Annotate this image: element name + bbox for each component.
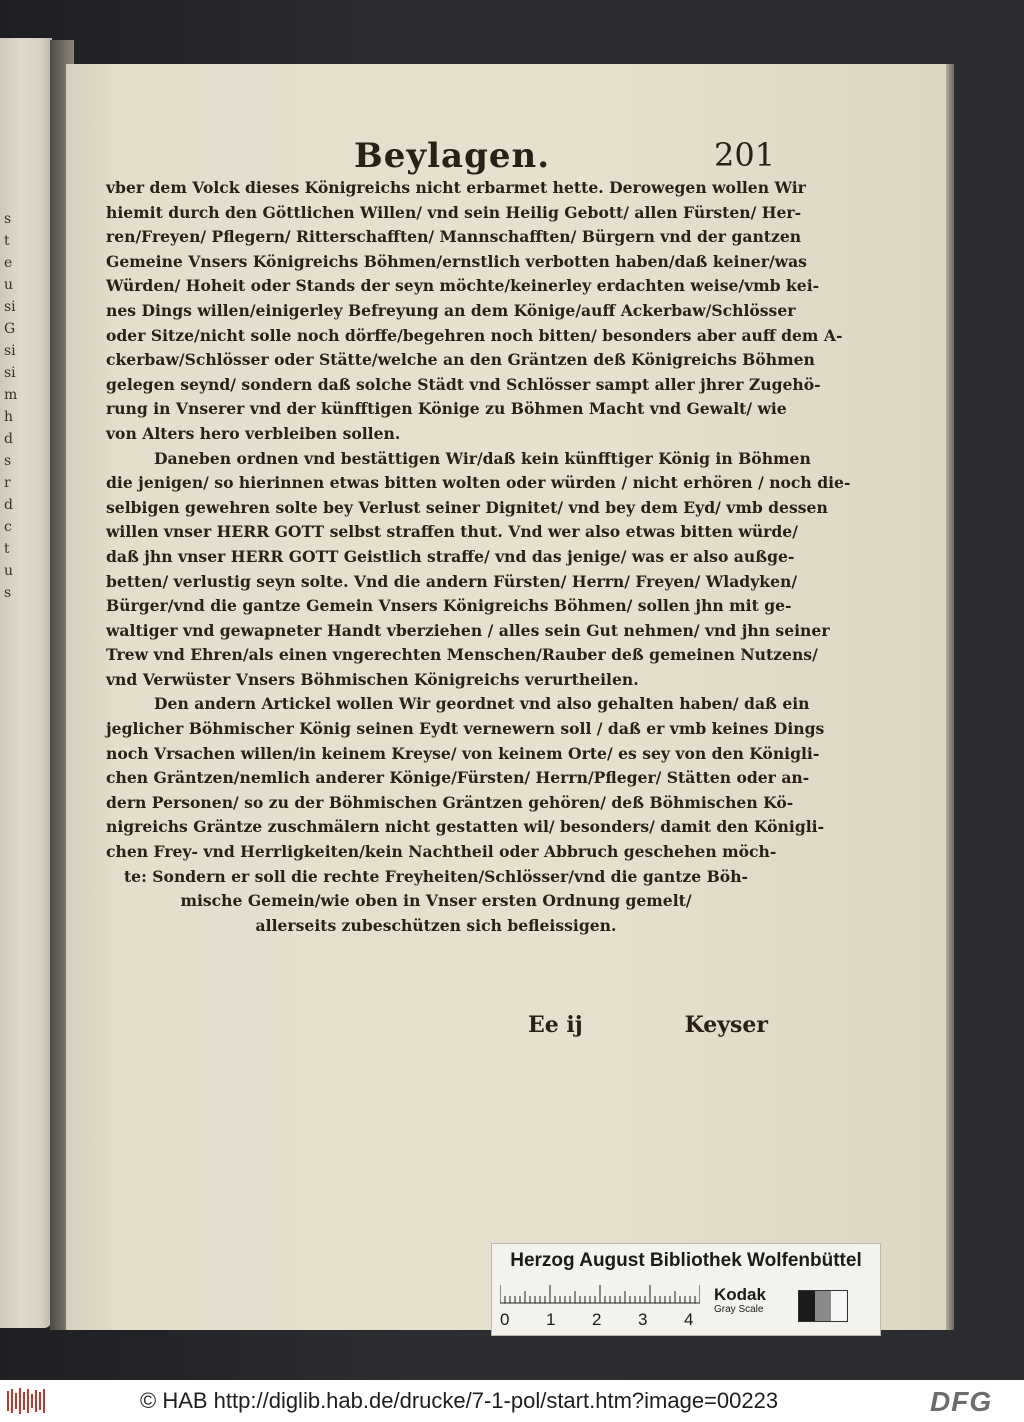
text-line: willen vnser HERR GOTT selbst straffen thut. Vnd wer also etwas bitten würde/ (106, 522, 798, 542)
kodak-gray-scale-label (714, 1286, 794, 1330)
text-line: noch Vrsachen willen/in keinem Kreyse/ von keinem Orte/ es sey von den Königli- (106, 743, 820, 763)
text-line: hiemit durch den Göttlichen Willen/ vnd sein Heilig Gebott/ allen Fürsten/ Her- (106, 202, 802, 222)
signature-row (528, 1012, 768, 1048)
text-line: Gemeine Vnsers Königreichs Böhmen/ernstlich verbotten haben/daß keiner/was (106, 251, 807, 271)
kodak-brand: Kodak (714, 1285, 766, 1304)
text-line: vber dem Volck dieses Königreichs nicht erbarmet hette. Derowegen wollen Wir (106, 178, 806, 197)
tailpiece-line: mische Gemein/wie oben in Vnser ersten Ordnung gemelt/ (180, 891, 692, 911)
text-line: von Alters hero verbleiben sollen. (106, 423, 401, 443)
text-line: nigreichs Gräntze zuschmälern nicht gestatten wil/ besonders/ damit den Königli- (106, 817, 825, 837)
barcode-icon (6, 1387, 48, 1415)
scale-number: 2 (592, 1310, 602, 1329)
text-line: ckerbaw/Schlösser oder Stätte/welche an den Gräntzen deß Königreichs Böhmen (106, 350, 815, 370)
scale-number: 0 (500, 1310, 510, 1329)
previous-page-fragment: s t e u si G si si m h d s r d c t u s (4, 211, 18, 601)
tailpiece-line: chen Frey- vnd Herrligkeiten/kein Nachtheil oder Abbruch geschehen möch- (106, 842, 777, 862)
library-label (491, 1243, 881, 1336)
text-line: die jenigen/ so hierinnen etwas bitten wolten oder würden / nicht erhören / noch die- (106, 473, 851, 493)
library-name: Herzog August Bibliothek Wolfenbüttel (510, 1250, 862, 1271)
running-head: Beylagen. (354, 136, 551, 176)
scale-number: 3 (638, 1310, 648, 1329)
text-line: chen Gräntzen/nemlich anderer Könige/Fürsten/ Herrn/Pfleger/ Stätten oder an- (106, 768, 810, 788)
signature-mark: Ee ij (528, 1012, 583, 1038)
paragraph-start-line: Den andern Artickel wollen Wir geordnet vnd also gehalten haben/ daß ein (154, 694, 810, 714)
paragraph-start-line: Daneben ordnen vnd bestättigen Wir/daß kein künfftiger König in Böhmen (154, 448, 811, 468)
text-line: Bürger/vnd die gantze Gemein Vnsers Königreichs Böhmen/ sollen jhn mit ge- (106, 596, 792, 616)
gray-scale-caption: Gray Scale (714, 1304, 764, 1315)
text-line: oder Sitze/nicht solle noch dörffe/begehren noch bitten/ besonders aber auff dem A- (106, 325, 843, 345)
catchword: Keyser (684, 1012, 768, 1038)
tailpiece-line: allerseits zubeschützen sich befleissigen. (255, 915, 617, 935)
text-line: nes Dings willen/einigerley Befreyung an dem Könige/auff Ackerbaw/Schlösser (106, 300, 796, 320)
copyright-url[interactable]: © HAB http://diglib.hab.de/drucke/7-1-pol/start.htm?image=00223 (140, 1388, 779, 1413)
text-line: jeglicher Böhmischer König seinen Eydt vernewern soll / daß er vmb keines Dings (106, 719, 825, 739)
text-line: betten/ verlustig seyn solte. Vnd die andern Fürsten/ Herrn/ Freyen/ Wladyken/ (106, 571, 798, 591)
page-number: 201 (714, 136, 776, 174)
ruler-ticks (500, 1284, 700, 1304)
text-line: daß jhn vnser HERR GOTT Geistlich straffe/ vnd das jenige/ was er also außge- (106, 546, 795, 566)
page-edge-shadow (946, 64, 954, 1330)
scanned-page (66, 64, 946, 1330)
text-line: Würden/ Hoheit oder Stands der seyn möchte/keinerley erdachten weise/vmb kei- (106, 276, 820, 296)
text-line: selbigen gewehren solte bey Verlust seiner Dignitet/ vnd bey dem Eyd/ vmb dessen (106, 497, 828, 517)
text-line: waltiger vnd gewapneter Handt vberziehen / alles sein Gut nehmen/ vnd jhn seiner (106, 620, 830, 640)
previous-page-edge (0, 38, 52, 1328)
text-line: Trew vnd Ehren/als einen vngerechten Menschen/Rauber deß gemeinen Nutzens/ (106, 645, 818, 665)
text-line: vnd Verwüster Vnsers Böhmischen Königreichs verurtheilen. (106, 669, 639, 689)
scale-number: 1 (546, 1310, 556, 1329)
body-text (106, 176, 851, 938)
footer-bar (0, 1380, 1024, 1422)
text-line: rung in Vnserer vnd der künfftigen Könige zu Böhmen Macht vnd Gewalt/ wie (106, 399, 787, 419)
text-line: ren/Freyen/ Pflegern/ Ritterschafften/ Mannschafften/ Bürgern vnd der gantzen (106, 227, 802, 247)
gray-scale-patches (798, 1290, 848, 1322)
text-line: gelegen seynd/ sondern daß solche Städt vnd Schlösser sampt aller jhrer Zugehö- (106, 374, 821, 394)
scale-number: 4 (684, 1310, 694, 1329)
ruler-scale (500, 1284, 700, 1332)
dfg-logo: DFG (930, 1386, 993, 1417)
tailpiece-line: te: Sondern er soll die rechte Freyheiten/Schlösser/vnd die gantze Böh- (123, 866, 749, 886)
text-line: dern Personen/ so zu der Böhmischen Gräntzen gehören/ deß Böhmischen Kö- (106, 792, 794, 812)
